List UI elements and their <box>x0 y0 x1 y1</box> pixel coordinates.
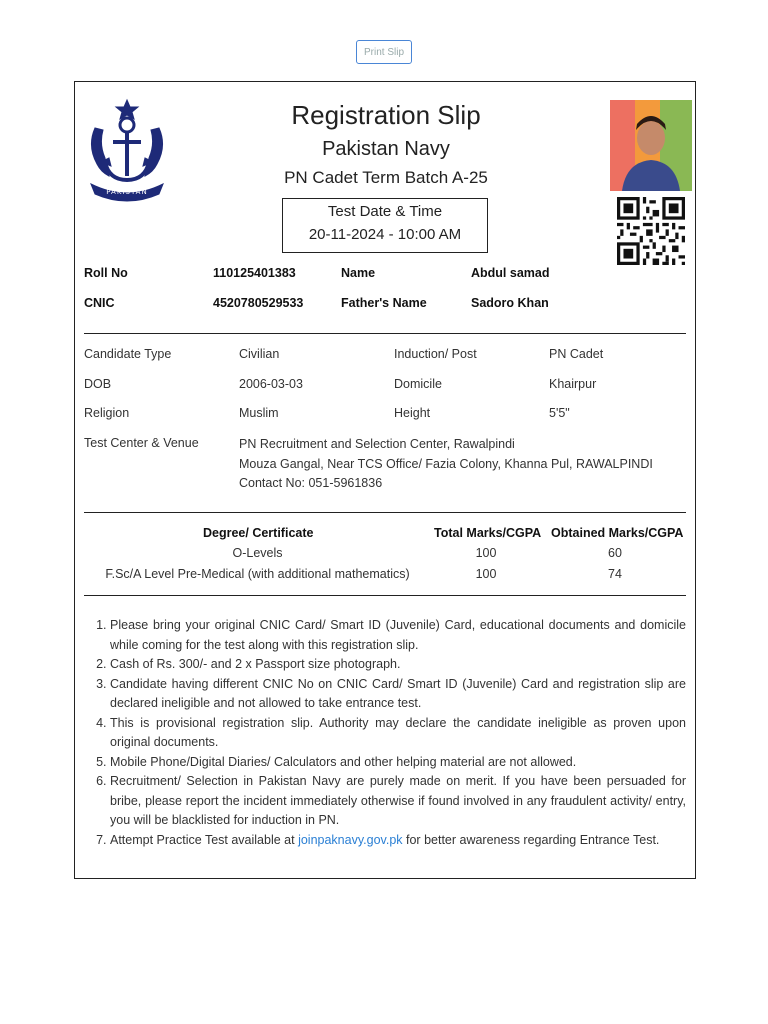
test-date-value: 20-11-2024 - 10:00 AM <box>308 226 462 243</box>
venue-contact: Contact No: 051-5961836 <box>239 476 383 490</box>
divider <box>84 512 686 513</box>
obtained-marks-header: Obtained Marks/CGPA <box>551 526 684 540</box>
page-title: Registration Slip <box>291 100 481 130</box>
father-name-value: Sadoro Khan <box>471 296 549 310</box>
name-value: Abdul samad <box>471 266 550 280</box>
venue-label: Test Center & Venue <box>84 436 199 450</box>
candidate-type-label: Candidate Type <box>84 347 172 361</box>
name-label: Name <box>341 266 376 280</box>
instructions-list <box>90 616 686 850</box>
dob-value: 2006-03-03 <box>239 377 303 391</box>
total-marks-header: Total Marks/CGPA <box>434 526 542 540</box>
table-cell-total: 100 <box>475 546 497 560</box>
list-item: 1. Please bring your original CNIC Card/ Smart ID (Juvenile) Card, educational documents and domicile while coming for the test along with this registration slip. <box>110 616 686 655</box>
venue-line: PN Recruitment and Selection Center, Rawalpindi <box>239 437 515 451</box>
joinpaknavy-link[interactable]: joinpaknavy.gov.pk <box>298 832 403 847</box>
table-cell-degree: F.Sc/A Level Pre-Medical (with additional mathematics) <box>105 567 410 581</box>
test-date-label: Test Date & Time <box>327 203 443 220</box>
list-item: 2. Cash of Rs. 300/- and 2 x Passport size photograph. <box>110 655 686 675</box>
height-label: Height <box>394 406 431 420</box>
table-cell-degree: O-Levels <box>232 546 283 560</box>
height-value: 5'5" <box>549 406 570 420</box>
list-item: 4. This is provisional registration slip. Authority may declare the candidate ineligible as proven upon original documents. <box>110 714 686 753</box>
roll-no-label: Roll No <box>84 266 128 280</box>
roll-no-value: 110125401383 <box>213 266 296 280</box>
instruction-text: for better awareness regarding Entrance Test. <box>402 832 660 847</box>
cnic-label: CNIC <box>84 296 115 310</box>
domicile-value: Khairpur <box>549 377 597 391</box>
test-date-box <box>282 198 488 253</box>
divider <box>84 595 686 596</box>
list-item: 3. Candidate having different CNIC No on CNIC Card/ Smart ID (Juvenile) Card and registration slip are declared ineligible and not allowed to take entrance test. <box>110 675 686 714</box>
divider <box>84 333 686 334</box>
cnic-value: 4520780529533 <box>213 296 304 310</box>
venue-address: Mouza Gangal, Near TCS Office/ Fazia Colony, Khanna Pul, RAWALPINDI <box>239 456 653 471</box>
list-item: 5. Mobile Phone/Digital Diaries/ Calculators and other helping material are not allowed. <box>110 753 686 773</box>
father-name-label: Father's Name <box>341 296 427 310</box>
organization-name: Pakistan Navy <box>322 138 450 160</box>
qr-code-icon <box>617 197 685 265</box>
domicile-label: Domicile <box>394 377 442 391</box>
table-cell-total: 100 <box>475 567 497 581</box>
candidate-photo <box>610 100 692 191</box>
induction-value: PN Cadet <box>549 347 604 361</box>
crest-pakistan-lettering: PAKISTAN <box>106 188 148 196</box>
instruction-text: Attempt Practice Test available at <box>110 832 299 847</box>
table-cell-obtained: 60 <box>608 546 622 560</box>
list-item <box>110 831 686 851</box>
venue-value <box>239 435 653 494</box>
print-slip-button[interactable]: Print Slip <box>356 40 412 64</box>
religion-label: Religion <box>84 406 130 420</box>
registration-slip <box>74 81 696 879</box>
dob-label: DOB <box>84 377 112 391</box>
degree-header: Degree/ Certificate <box>203 526 314 540</box>
candidate-type-value: Civilian <box>239 347 280 361</box>
batch-name: PN Cadet Term Batch A-25 <box>284 168 488 187</box>
religion-value: Muslim <box>239 406 279 420</box>
induction-label: Induction/ Post <box>394 347 477 361</box>
table-cell-obtained: 74 <box>608 567 622 581</box>
list-item: 6. Recruitment/ Selection in Pakistan Navy are purely made on merit. If you have been persuaded for bribe, please report the incident immediately otherwise if found involved in any fraudulent activity/ entry, you will be blacklisted for induction in PN. <box>110 772 686 831</box>
